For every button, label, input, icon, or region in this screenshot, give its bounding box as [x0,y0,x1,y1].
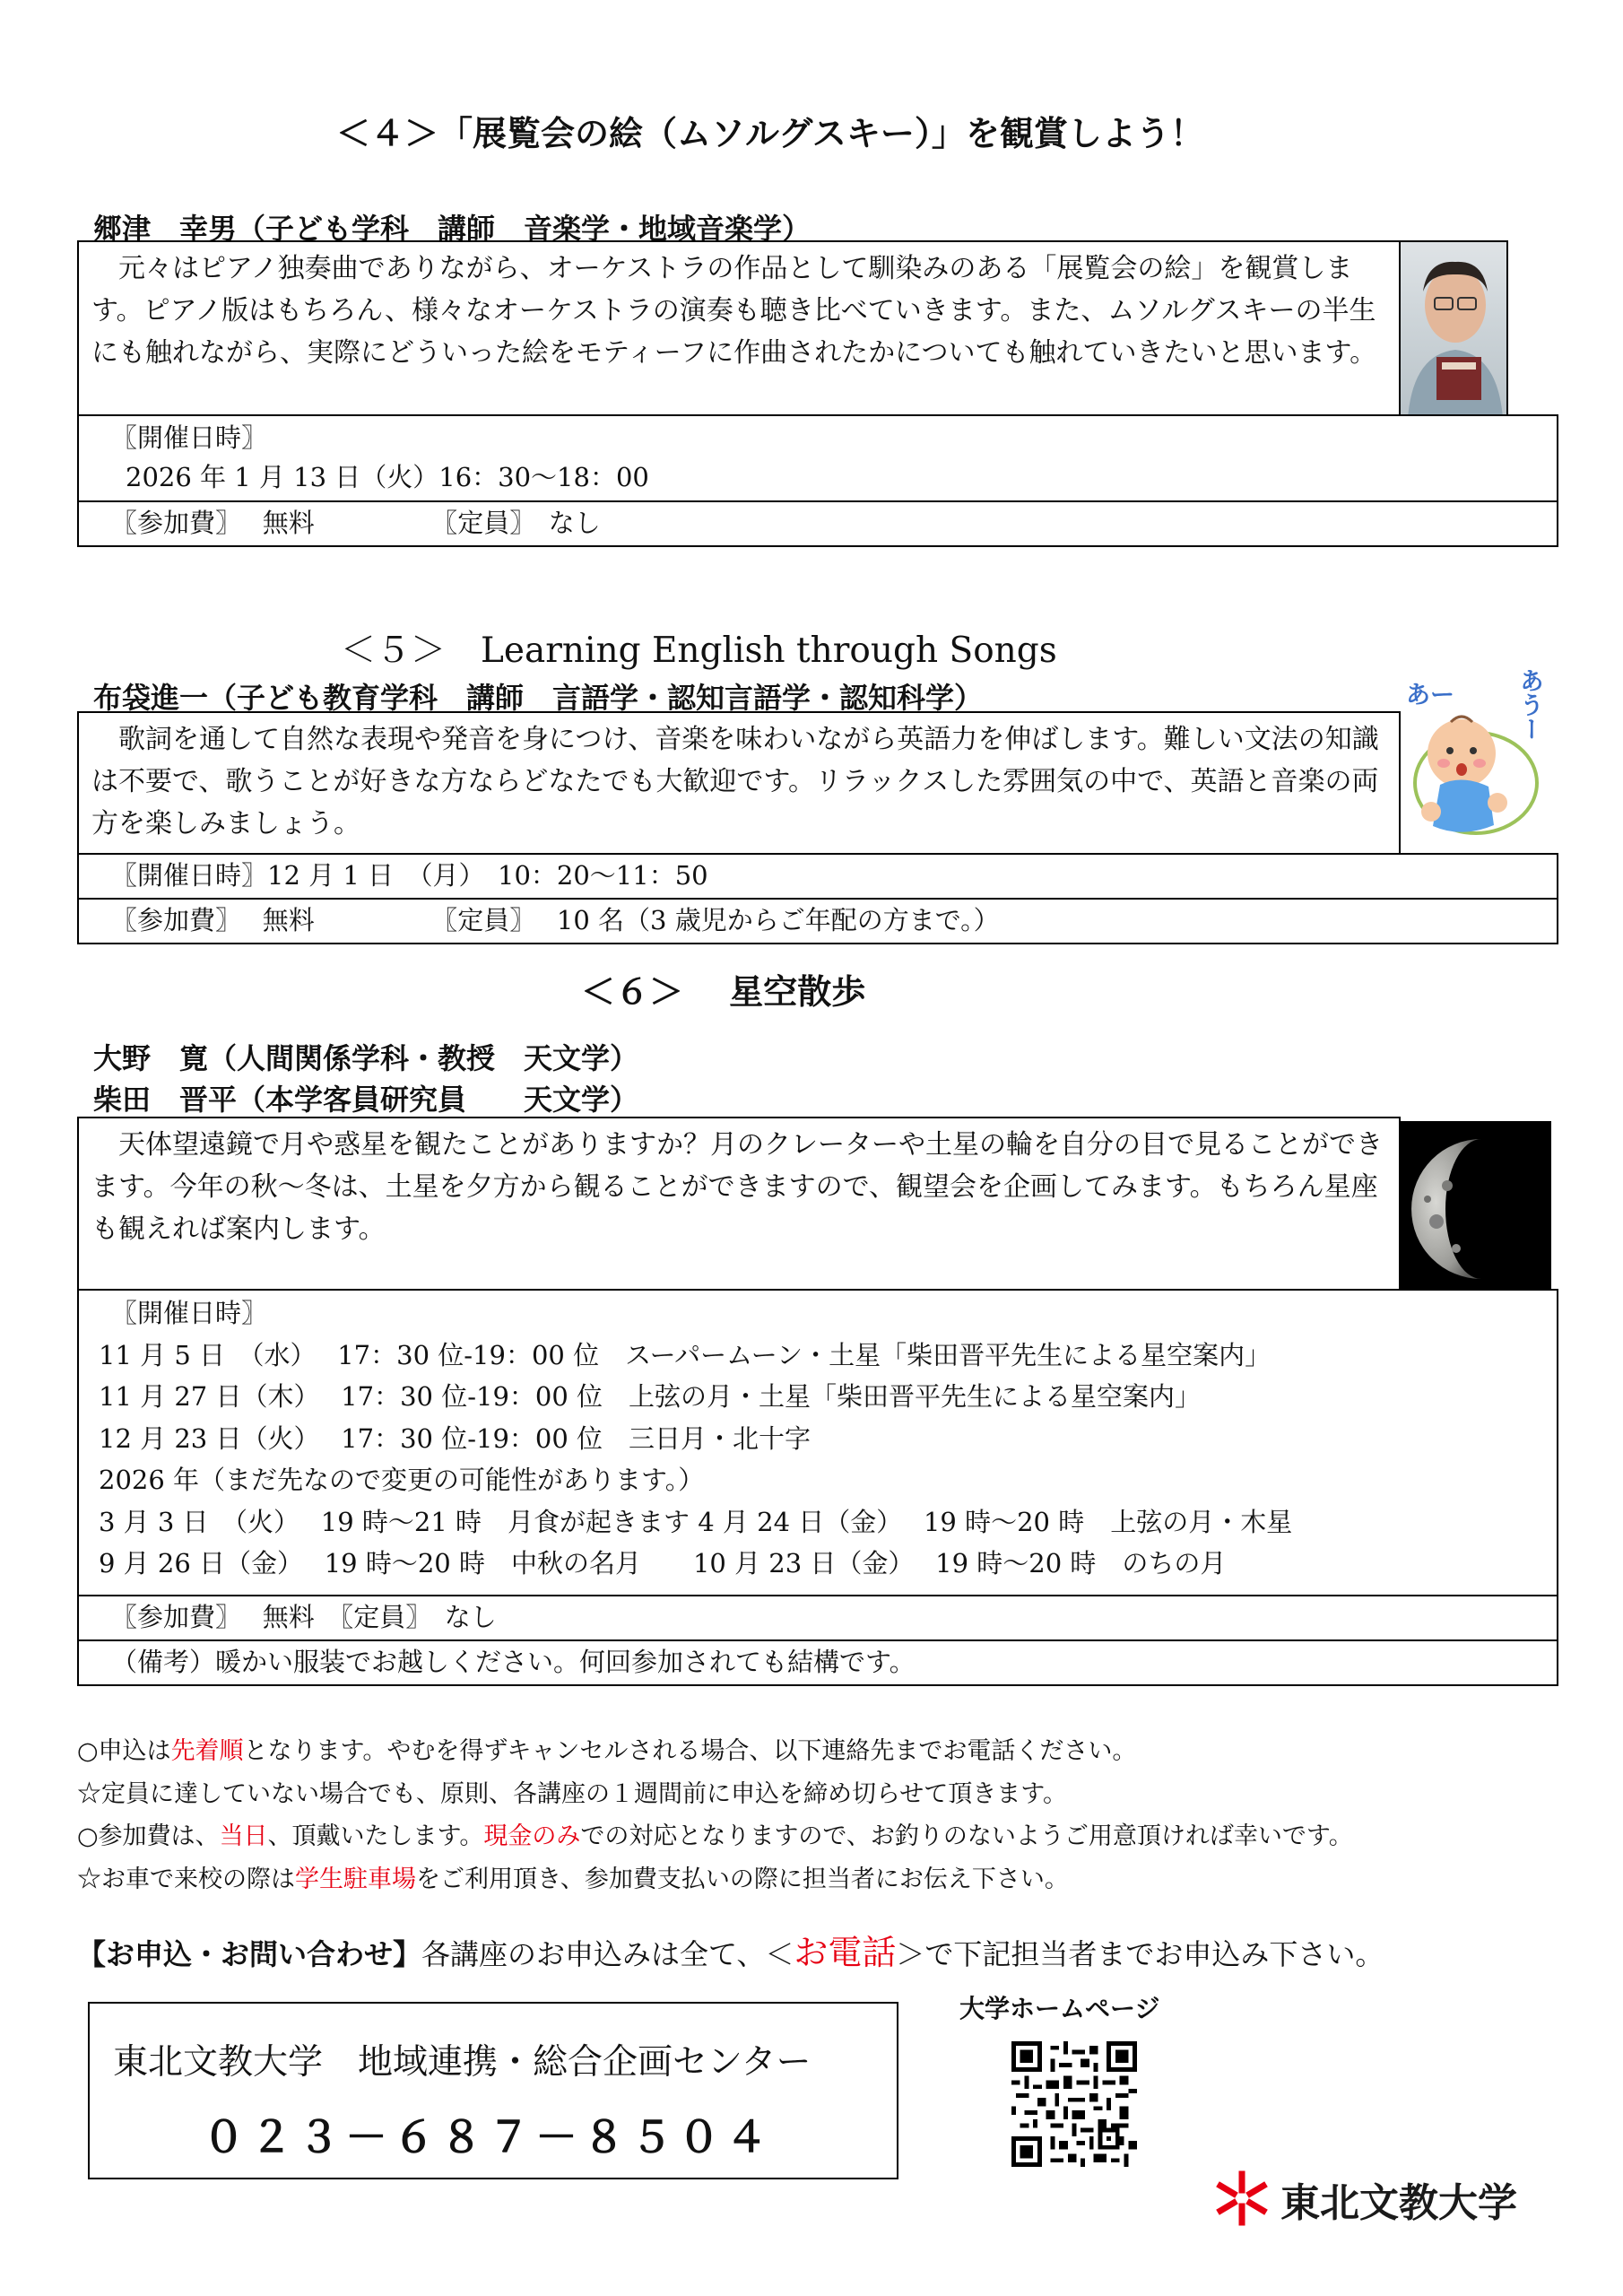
section6-lecturer-2: 柴田 晋平（本学客員研究員 天文学） [93,1083,639,1117]
section4-description-box [77,240,1401,416]
university-logo-text: 東北文教大学 [1280,2180,1517,2226]
section6-date-row: 11 月 27 日（木） 17：30 位-19：00 位 上弦の月・土星「柴田晋平先生による星空案内」 [99,1381,1202,1412]
section5-fee-box [77,898,1558,944]
apply-text: ＞で下記担当者までお申込み下さい。 [896,1937,1384,1971]
section6-title: ＜６＞ 星空散歩 [581,972,866,1012]
section4-fee-box [77,500,1558,547]
section6-date-row: 11 月 5 日 （水） 17：30 位-19：00 位 スーパームーン・土星「柴田晋平先生による星空案内」 [99,1339,1271,1370]
section5-title: ＜５＞ Learning English through Songs [341,631,1057,671]
section5-fee: 〖参加費〗 無料 〖定員〗 10 名（3 歳児からご年配の方まで。） [111,905,1000,935]
contact-organization: 東北文教大学 地域連携・総合企画センター [113,2042,812,2083]
section4-lecturer: 郷津 幸男（子ども学科 講師 音楽学・地域音楽学） [93,212,812,246]
baby-illustration [1406,668,1541,852]
note-highlight: 現金のみ [483,1822,581,1850]
section5-description-box [77,711,1401,855]
section6-date-row: 3 月 3 日 （火） 19 時〜21 時 月食が起きます 4 月 24 日（金） 19 時〜20 時 上弦の月・木星 [99,1506,1293,1537]
moon-photo [1399,1121,1551,1290]
section6-date-row: 12 月 23 日（火） 17：30 位-19：00 位 三日月・北十字 [99,1422,812,1454]
illustration-text-right: あうー [1515,668,1543,741]
note-text: での対応となりますので、お釣りのないようご用意頂ければ幸いです。 [580,1822,1353,1850]
section6-remarks-box [77,1639,1558,1686]
apply-text: 各講座のお申込みは全て、＜ [421,1937,794,1971]
section4-date: 2026 年 1 月 13 日（火）16：30〜18：00 [126,462,649,492]
note-text: ☆お車で来校の際は [77,1866,295,1893]
note-deadline: ☆定員に達していない場合でも、原則、各講座の１週間前に申込を締め切らせて頂きます。 [77,1780,1068,1808]
note-highlight: 学生駐車場 [295,1866,416,1893]
lecturer-photo [1399,240,1508,416]
section4-date-box [77,414,1558,502]
section5-lecturer: 布袋進一（子ども教育学科 講師 言語学・認知言語学・認知科学） [93,681,984,715]
note-highlight: 当日 [219,1822,268,1850]
section5-date: 〖開催日時〗12 月 1 日 （月） 10：20〜11：50 [111,860,708,891]
section6-date-label: 〖開催日時〗 [111,1298,268,1328]
apply-instructions [77,1925,1384,1974]
section5-description: 歌詞を通して自然な表現や発音を身につけ、音楽を味わいながら英語力を伸ばします。難しい文法の知識は不要で、歌うことが好きな方ならどなたでも大歓迎です。リラックスした雰囲気の中で、英語と音楽の両方を楽しみましょう。 [91,724,1379,839]
homepage-qr-code[interactable] [1011,2041,1137,2167]
note-text: となります。やむを得ずキャンセルされる場合、以下連絡先までお電話ください。 [243,1737,1137,1765]
university-logo-icon [1212,2169,1271,2228]
section6-fee: 〖参加費〗 無料 〖定員〗 なし [111,1602,497,1632]
note-text: をご利用頂き、参加費支払いの際に担当者にお伝え下さい。 [416,1866,1069,1893]
contact-phone[interactable]: ０２３－６８７－８５０４ [203,2113,773,2162]
illustration-text-left: あー [1406,682,1454,709]
section6-description-box [77,1117,1401,1291]
section6-remarks: （備考）暖かい服装でお越しください。何回参加されても結構です。 [111,1647,916,1677]
homepage-label: 大学ホームページ [959,1994,1160,2023]
note-first-come [77,1731,1136,1766]
apply-heading: 【お申込・お問い合わせ】 [77,1937,422,1971]
note-text: ○参加費は、 [77,1822,220,1850]
section5-date-box [77,853,1558,900]
section6-fee-box [77,1595,1558,1641]
note-text: 、頂戴いたします。 [267,1822,484,1850]
section4-title: ＜４＞「展覧会の絵（ムソルグスキー）」を観賞しよう！ [336,114,1204,153]
note-fee-payment [77,1816,1353,1851]
section6-lecturer-1: 大野 寛（人間関係学科・教授 天文学） [93,1041,639,1075]
section4-date-label: 〖開催日時〗 [111,422,268,453]
section4-fee: 〖参加費〗 無料 〖定員〗 なし [111,508,601,538]
section4-description: 元々はピアノ独奏曲でありながら、オーケストラの作品として馴染みのある「展覧会の絵」を観賞します。ピアノ版はもちろん、様々なオーケストラの演奏も聴き比べていきます。また、ムソルグスキーの半生にも触れながら、実際にどういった絵をモティーフに作曲されたかについても触れていきたいと思います。 [91,253,1377,369]
section6-description: 天体望遠鏡で月や惑星を観たことがありますか？月のクレーターや土星の輪を自分の目で見ることができます。今年の秋〜冬は、土星を夕方から観ることができますので、観望会を企画してみます。もちろん星座も観えれば案内します。 [91,1129,1383,1245]
note-parking [77,1859,1069,1894]
section6-date-row: 2026 年（まだ先なので変更の可能性があります。） [99,1465,705,1495]
note-highlight: 先着順 [170,1737,244,1765]
section6-dates-box [77,1289,1558,1596]
note-text: ○申込は [77,1737,171,1765]
section6-date-row: 9 月 26 日（金） 19 時〜20 時 中秋の名月 10 月 23 日（金） 19 時〜20 時 のちの月 [99,1548,1227,1578]
apply-phone-highlight: お電話 [794,1933,897,1972]
contact-box [88,2002,898,2179]
